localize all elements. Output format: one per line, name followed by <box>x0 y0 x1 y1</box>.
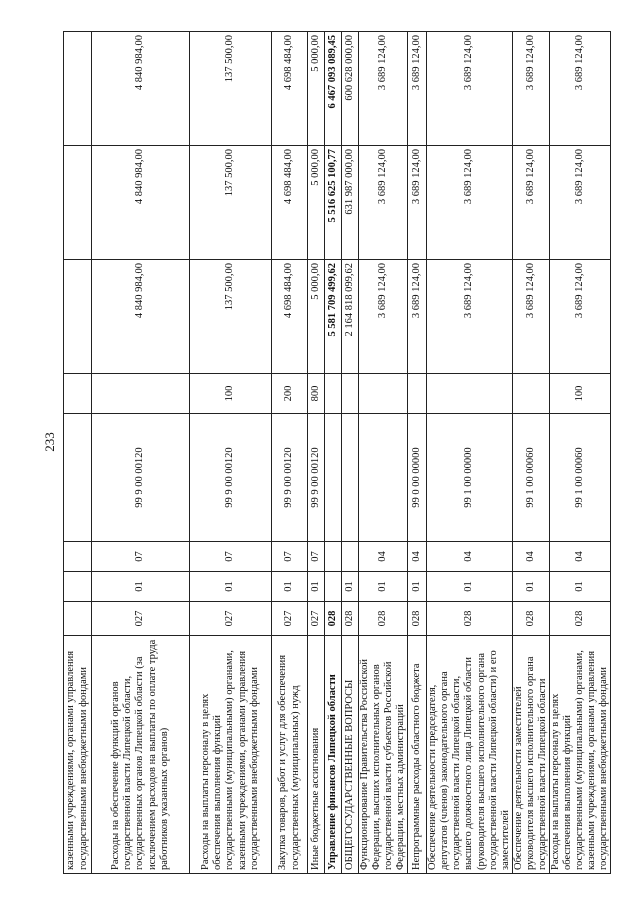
subsection-code-cell: 07 <box>272 542 308 572</box>
target-article-cell: 99 9 00 00120 <box>190 414 272 542</box>
table-row <box>272 32 308 874</box>
expense-type-cell: 100 <box>190 374 272 414</box>
expense-type-cell: 100 <box>549 374 610 414</box>
expense-type-cell <box>92 374 190 414</box>
expense-type-cell <box>512 374 549 414</box>
amount-year-3-cell: 5 000,00 <box>308 32 325 146</box>
section-code-cell <box>64 572 92 602</box>
subsection-code-cell: 04 <box>512 542 549 572</box>
amount-year-1-cell: 5 000,00 <box>308 260 325 374</box>
target-article-cell: 99 1 00 00060 <box>512 414 549 542</box>
target-article-cell: 99 9 00 00120 <box>272 414 308 542</box>
ved-code-cell: 028 <box>427 602 512 636</box>
ved-code-cell: 028 <box>342 602 359 636</box>
target-article-cell: 99 9 00 00120 <box>308 414 325 542</box>
table-row <box>308 32 325 874</box>
table-row <box>427 32 512 874</box>
amount-year-1-cell: 4 840 984,00 <box>92 260 190 374</box>
table-row <box>92 32 190 874</box>
target-article-cell <box>325 414 342 542</box>
target-article-cell <box>359 414 408 542</box>
ved-code-cell: 027 <box>272 602 308 636</box>
amount-year-3-cell <box>64 32 92 146</box>
target-article-cell: 99 1 00 00000 <box>427 414 512 542</box>
section-code-cell: 01 <box>549 572 610 602</box>
section-code-cell: 01 <box>408 572 427 602</box>
amount-year-2-cell: 4 840 984,00 <box>92 146 190 260</box>
row-name-cell: Закупка товаров, работ и услуг для обеспечения государственных (муниципальных) нужд <box>272 636 308 874</box>
page-number: 233 <box>42 432 57 452</box>
amount-year-2-cell: 3 689 124,00 <box>549 146 610 260</box>
amount-year-3-cell: 3 689 124,00 <box>359 32 408 146</box>
amount-year-2-cell: 3 689 124,00 <box>359 146 408 260</box>
amount-year-3-cell: 600 628 000,00 <box>342 32 359 146</box>
subsection-code-cell: 07 <box>308 542 325 572</box>
section-code-cell: 01 <box>308 572 325 602</box>
subsection-code-cell <box>325 542 342 572</box>
expense-type-cell <box>359 374 408 414</box>
subsection-code-cell: 04 <box>359 542 408 572</box>
subsection-code-cell: 04 <box>408 542 427 572</box>
table-row <box>549 32 610 874</box>
amount-year-2-cell: 5 000,00 <box>308 146 325 260</box>
ved-code-cell: 027 <box>190 602 272 636</box>
section-code-cell: 01 <box>512 572 549 602</box>
row-name-cell: казенными учреждениями, органами управления государственными внебюджетными фондами <box>64 636 92 874</box>
amount-year-2-cell: 5 516 625 100,77 <box>325 146 342 260</box>
row-name-cell: Непрограммные расходы областного бюджета <box>408 636 427 874</box>
amount-year-3-cell: 6 467 093 089,45 <box>325 32 342 146</box>
subsection-code-cell: 04 <box>427 542 512 572</box>
amount-year-1-cell: 3 689 124,00 <box>359 260 408 374</box>
ved-code-cell <box>64 602 92 636</box>
subsection-code-cell: 04 <box>549 542 610 572</box>
table-row <box>408 32 427 874</box>
amount-year-1-cell: 3 689 124,00 <box>427 260 512 374</box>
expense-type-cell <box>325 374 342 414</box>
amount-year-2-cell: 3 689 124,00 <box>512 146 549 260</box>
amount-year-3-cell: 3 689 124,00 <box>408 32 427 146</box>
ved-code-cell: 028 <box>359 602 408 636</box>
ved-code-cell: 028 <box>512 602 549 636</box>
target-article-cell: 99 0 00 00000 <box>408 414 427 542</box>
subsection-code-cell: 07 <box>92 542 190 572</box>
ved-code-cell: 028 <box>325 602 342 636</box>
amount-year-3-cell: 137 500,00 <box>190 32 272 146</box>
ved-code-cell: 028 <box>549 602 610 636</box>
target-article-cell: 99 9 00 00120 <box>92 414 190 542</box>
ved-code-cell: 027 <box>308 602 325 636</box>
table-body <box>64 32 611 874</box>
table-row <box>325 32 342 874</box>
amount-year-3-cell: 3 689 124,00 <box>512 32 549 146</box>
expense-type-cell: 200 <box>272 374 308 414</box>
amount-year-1-cell: 4 698 484,00 <box>272 260 308 374</box>
expense-type-cell <box>427 374 512 414</box>
expense-type-cell: 800 <box>308 374 325 414</box>
expense-type-cell <box>64 374 92 414</box>
amount-year-2-cell <box>64 146 92 260</box>
budget-table <box>63 31 611 874</box>
amount-year-1-cell: 3 689 124,00 <box>549 260 610 374</box>
subsection-code-cell <box>64 542 92 572</box>
row-name-cell: Обеспечение деятельности председателя, депутатов (членов) законодательного органа государственной власти Липецкой области, высшего должностного лица Липецкой области (руководителя высшего исполнительного органа государственной власти Липецкой области) и его заместителей <box>427 636 512 874</box>
amount-year-3-cell: 4 840 984,00 <box>92 32 190 146</box>
amount-year-2-cell: 3 689 124,00 <box>427 146 512 260</box>
subsection-code-cell <box>342 542 359 572</box>
table-row <box>190 32 272 874</box>
amount-year-1-cell: 3 689 124,00 <box>512 260 549 374</box>
row-name-cell: Расходы на выплаты персоналу в целях обеспечения выполнения функций государственными (муниципальными) органами, казенными учреждениями, органами управления государственными внебюджетными фондами <box>190 636 272 874</box>
expense-type-cell <box>342 374 359 414</box>
rotation-frame <box>63 32 610 874</box>
section-code-cell <box>325 572 342 602</box>
amount-year-1-cell: 137 500,00 <box>190 260 272 374</box>
table-row <box>64 32 92 874</box>
amount-year-2-cell: 4 698 484,00 <box>272 146 308 260</box>
section-code-cell: 01 <box>190 572 272 602</box>
amount-year-1-cell <box>64 260 92 374</box>
amount-year-3-cell: 4 698 484,00 <box>272 32 308 146</box>
row-name-cell: Обеспечение деятельности заместителей руководителя высшего исполнительного органа государственной власти Липецкой области <box>512 636 549 874</box>
row-name-cell: Иные бюджетные ассигнования <box>308 636 325 874</box>
target-article-cell: 99 1 00 00060 <box>549 414 610 542</box>
row-name-cell: Функционирование Правительства Российской Федерации, высших исполнительных органов государственной власти субъектов Российской Федерации, местных администраций <box>359 636 408 874</box>
rotated-table-container <box>63 32 610 874</box>
row-name-cell: Управление финансов Липецкой области <box>325 636 342 874</box>
amount-year-3-cell: 3 689 124,00 <box>427 32 512 146</box>
row-name-cell: Расходы на обеспечение функций органов государственной власти Липецкой области, государственных органов Липецкой области (за исключением расходов на выплаты по оплате труда работников указанных органов) <box>92 636 190 874</box>
target-article-cell <box>64 414 92 542</box>
section-code-cell: 01 <box>427 572 512 602</box>
section-code-cell: 01 <box>342 572 359 602</box>
amount-year-1-cell: 3 689 124,00 <box>408 260 427 374</box>
amount-year-1-cell: 5 581 709 499,62 <box>325 260 342 374</box>
amount-year-1-cell: 2 164 818 099,62 <box>342 260 359 374</box>
row-name-cell: Расходы на выплаты персоналу в целях обеспечения выполнения функций государственными (муниципальными) органами, казенными учреждениями, органами управления государственными внебюджетными фондами <box>549 636 610 874</box>
amount-year-2-cell: 137 500,00 <box>190 146 272 260</box>
table-row <box>512 32 549 874</box>
target-article-cell <box>342 414 359 542</box>
amount-year-3-cell: 3 689 124,00 <box>549 32 610 146</box>
subsection-code-cell: 07 <box>190 542 272 572</box>
ved-code-cell: 028 <box>408 602 427 636</box>
table-row <box>359 32 408 874</box>
section-code-cell: 01 <box>272 572 308 602</box>
amount-year-2-cell: 3 689 124,00 <box>408 146 427 260</box>
expense-type-cell <box>408 374 427 414</box>
row-name-cell: ОБЩЕГОСУДАРСТВЕННЫЕ ВОПРОСЫ <box>342 636 359 874</box>
table-row <box>342 32 359 874</box>
section-code-cell: 01 <box>359 572 408 602</box>
section-code-cell: 01 <box>92 572 190 602</box>
amount-year-2-cell: 631 987 000,00 <box>342 146 359 260</box>
ved-code-cell: 027 <box>92 602 190 636</box>
